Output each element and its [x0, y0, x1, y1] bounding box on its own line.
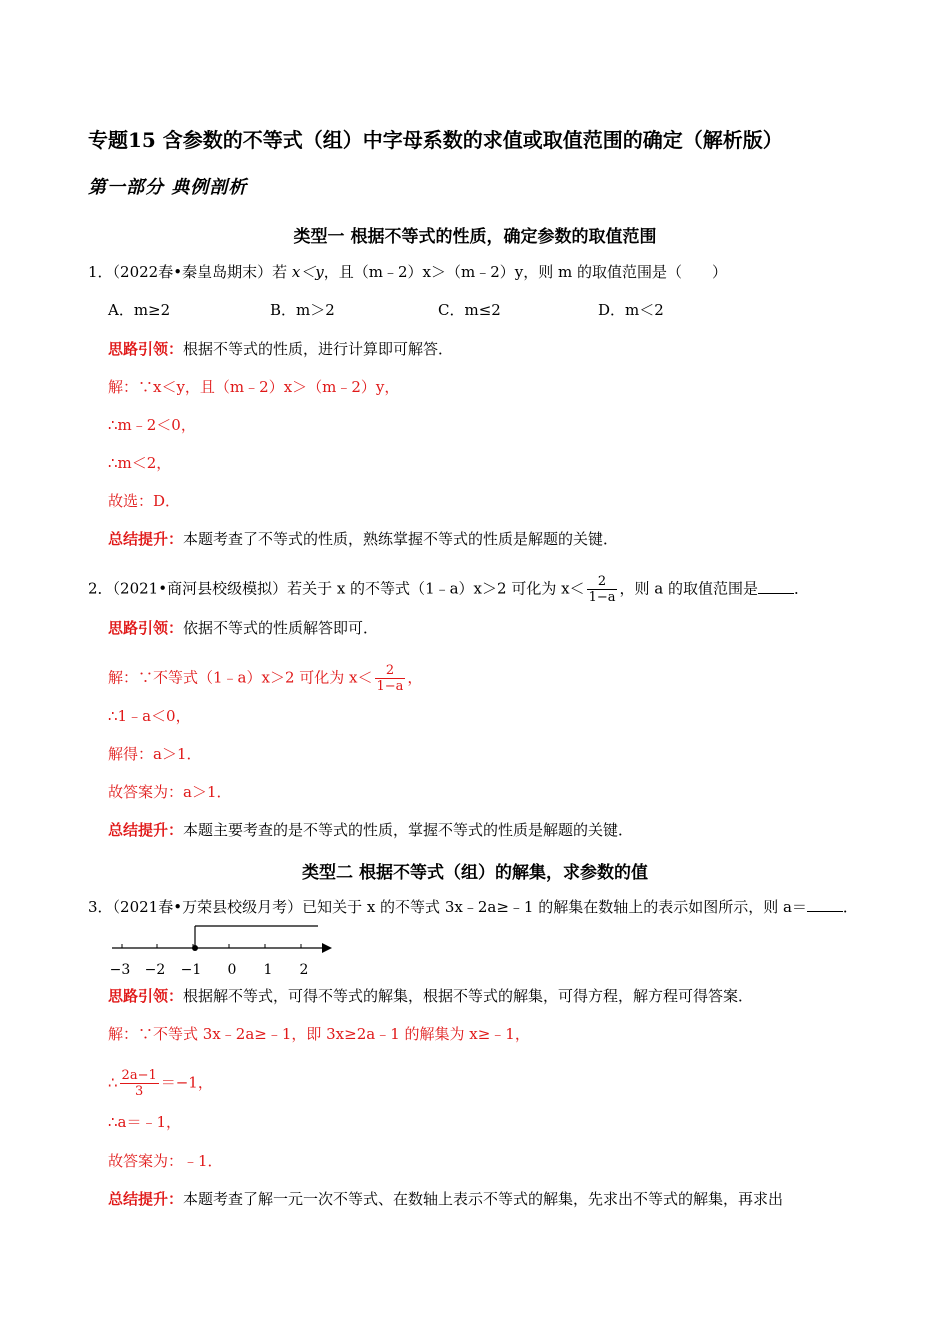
question-2	[88, 574, 809, 605]
q2-summary	[108, 820, 633, 840]
summary-label: 总结提升：	[108, 821, 184, 839]
q3-hint	[108, 986, 753, 1006]
frac-den: 3	[135, 1084, 144, 1099]
q1-sol-line: 解：∵x＜y，且（m﹣2）x＞（m﹣2）y，	[108, 378, 400, 396]
tick-label: 0	[227, 962, 237, 978]
q1-text-a: 1．（2022春•秦皇岛期末）若	[88, 263, 292, 281]
q2-sol-line: 故答案为：a＞1．	[108, 783, 232, 801]
q3-summary	[108, 1189, 783, 1209]
q2-sol-fraction	[375, 663, 406, 694]
hint-text: 根据不等式的性质，进行计算即可解答．	[183, 340, 454, 358]
q3-fraction	[120, 1068, 159, 1099]
choice-c: C．m≤2	[438, 301, 501, 319]
q3-sol-line	[108, 1068, 213, 1099]
q3-sol-line: 故答案为：﹣1．	[108, 1152, 223, 1170]
q1-sol-line: ∴m＜2，	[108, 454, 172, 472]
q3-text-end: ．	[842, 898, 858, 916]
solid-point	[192, 945, 198, 951]
frac-den: 1−a	[376, 679, 404, 694]
answer-blank[interactable]	[807, 897, 843, 912]
tick-label: −1	[180, 962, 202, 978]
q2-sol-line: 解得：a＞1．	[108, 745, 202, 763]
q3-sol1-pre: ∴	[108, 1073, 118, 1092]
q3-sol-line: 解：∵不等式 3x﹣2a≥﹣1，即 3x≥2a﹣1 的解集为 x≥﹣1，	[108, 1025, 530, 1043]
number-line	[104, 918, 344, 980]
hint-label: 思路引领：	[108, 987, 184, 1005]
tick-label: −2	[144, 962, 166, 978]
choice-a: A．m≥2	[108, 301, 171, 319]
q1-text-c: ，且（m﹣2）x＞（m﹣2）y，则 m 的取值范围是（ ）	[323, 263, 728, 281]
axis-arrow	[322, 943, 332, 953]
q1-text-b: x＜y	[291, 263, 324, 281]
summary-text: 本题主要考查的是不等式的性质，掌握不等式的性质是解题的关键．	[183, 821, 634, 839]
q2-hint	[108, 618, 378, 638]
q2-sol0-a: 解：∵不等式（1﹣a）x＞2 可化为 x＜	[108, 668, 373, 687]
tick-label: 1	[263, 962, 273, 978]
q2-sol-line: ∴1﹣a＜0，	[108, 707, 191, 725]
type-heading-2: 类型二 根据不等式（组）的解集，求参数的值	[302, 863, 648, 883]
q1-summary	[108, 529, 618, 549]
hint-label: 思路引领：	[108, 619, 184, 637]
q1-sol-line: ∴m﹣2＜0，	[108, 416, 196, 434]
summary-label: 总结提升：	[108, 1190, 184, 1208]
frac-num: 2	[375, 663, 406, 679]
q2-sol0-b: ，	[407, 668, 423, 687]
q1-choices	[108, 300, 664, 320]
q2-sol-line	[108, 663, 422, 694]
q3-sol-line: ∴a＝﹣1，	[108, 1113, 182, 1131]
hint-text: 根据解不等式，可得不等式的解集，根据不等式的解集，可得方程，解方程可得答案．	[183, 987, 754, 1005]
frac-num: 2a−1	[121, 1068, 157, 1083]
summary-text: 本题考查了解一元一次不等式、在数轴上表示不等式的解集，先求出不等式的解集，再求出	[183, 1190, 784, 1208]
choice-b: B．m＞2	[270, 301, 335, 319]
choice-d: D．m＜2	[598, 301, 664, 319]
frac-num: 2	[587, 574, 618, 590]
q3-text-a: 3．（2021春•万荣县校级月考）已知关于 x 的不等式 3x﹣2a≥﹣1 的解集在数轴上的表示如图所示，则 a＝	[88, 898, 807, 916]
summary-label: 总结提升：	[108, 530, 184, 548]
summary-text: 本题考查了不等式的性质，熟练掌握不等式的性质是解题的关键．	[183, 530, 619, 548]
tick-label: −3	[109, 962, 131, 978]
hint-text: 依据不等式的性质解答即可．	[183, 619, 379, 637]
answer-blank[interactable]	[758, 579, 794, 594]
q2-fraction	[587, 574, 618, 605]
q2-text-end: ．	[793, 579, 809, 598]
part-heading: 第一部分 典例剖析	[88, 177, 248, 198]
type-heading-1: 类型一 根据不等式的性质，确定参数的取值范围	[293, 227, 657, 247]
tick-label: 2	[299, 962, 309, 978]
frac-den: 1−a	[588, 590, 616, 605]
q2-text-a: 2．（2021•商河县校级模拟）若关于 x 的不等式（1﹣a）x＞2 可化为 x＜	[88, 579, 585, 598]
question-3	[88, 897, 858, 917]
q1-hint	[108, 339, 453, 359]
hint-label: 思路引领：	[108, 340, 184, 358]
q1-sol-line: 故选：D．	[108, 492, 181, 510]
q2-text-b: ，则 a 的取值范围是	[619, 579, 758, 598]
q3-sol1-post: ＝−1，	[160, 1073, 213, 1092]
question-1	[88, 262, 727, 282]
page-title: 专题15 含参数的不等式（组）中字母系数的求值或取值范围的确定（解析版）	[88, 128, 783, 152]
